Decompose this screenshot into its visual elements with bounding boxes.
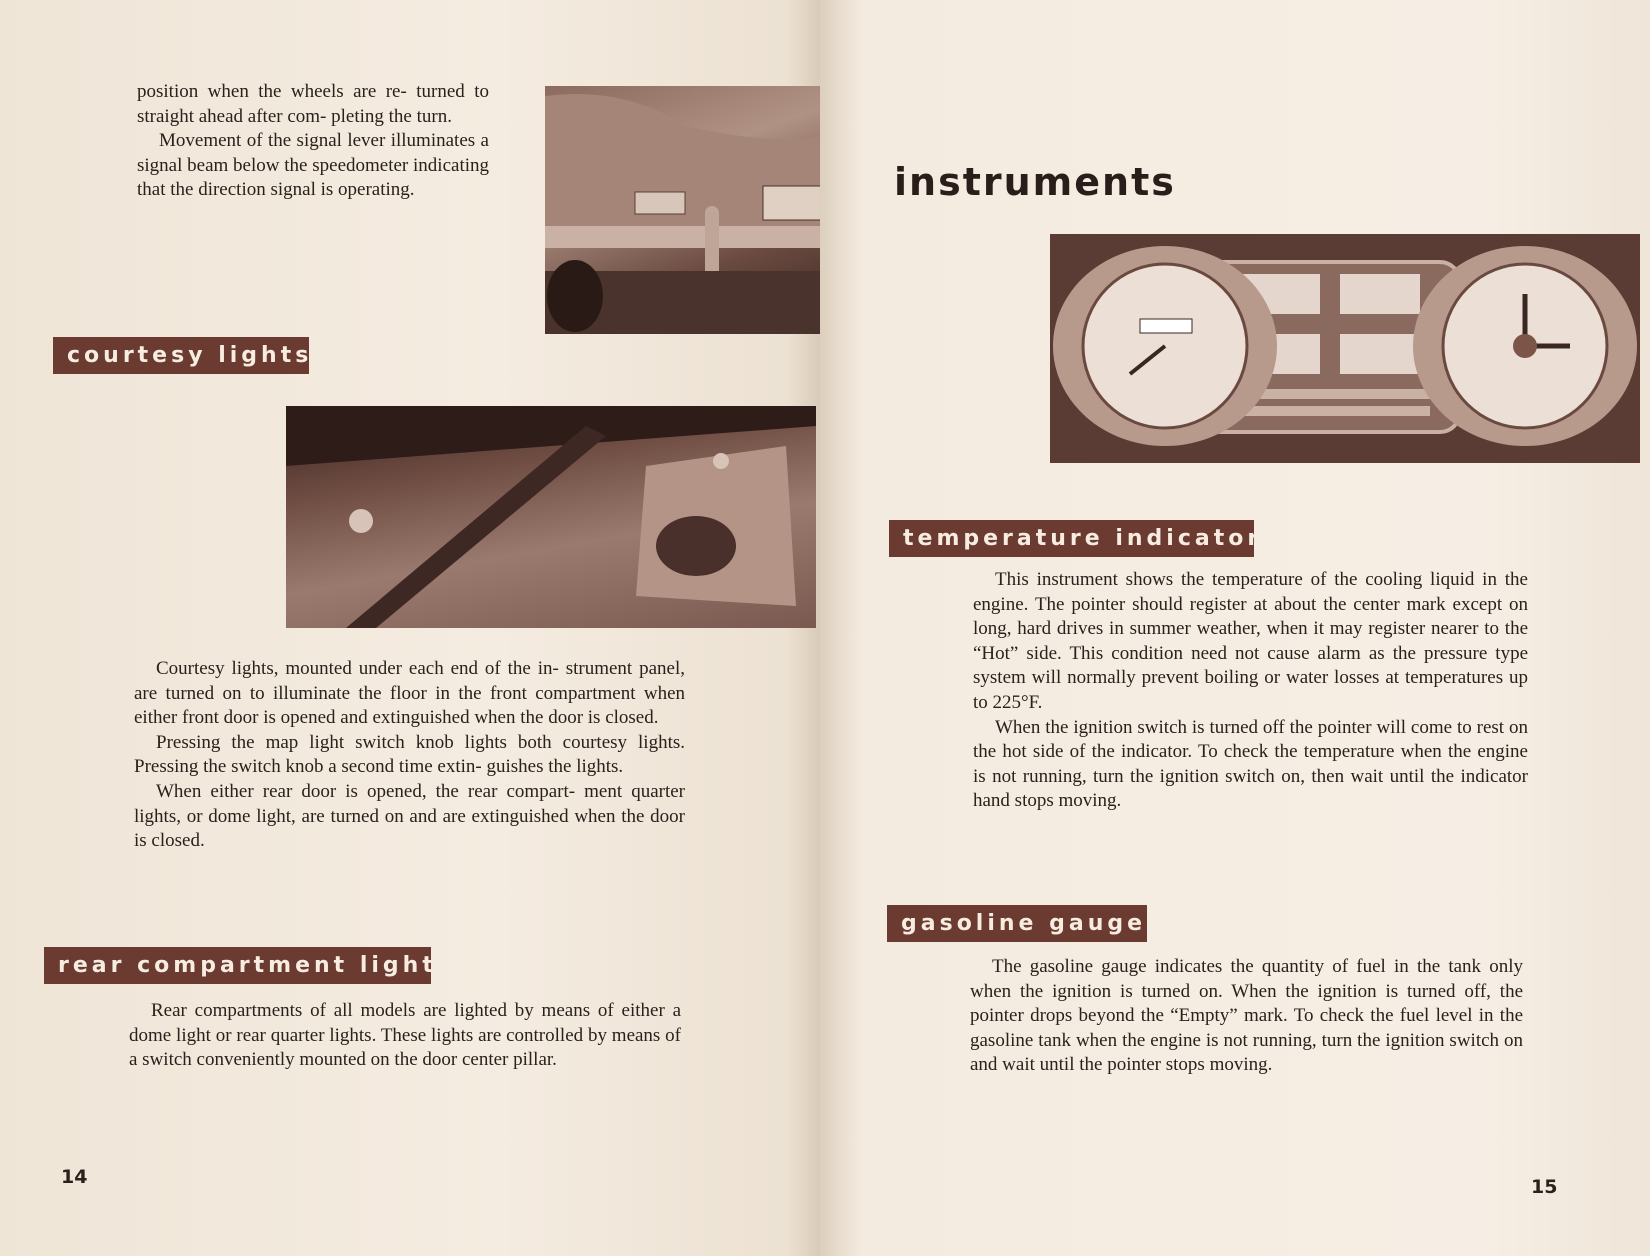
courtesy-light-photo	[286, 406, 816, 628]
rear-compartment-light-heading: rear compartment light	[44, 947, 431, 984]
page-number: 15	[1531, 1176, 1558, 1198]
paragraph: Courtesy lights, mounted under each end of the in- strument panel, are turned on to illuminate the floor in the front compartment when either front door is opened and extinguished when the door is closed.	[134, 658, 685, 729]
paragraph: position when the wheels are re- turned to straight ahead after com- pleting the turn.	[137, 81, 489, 127]
rear-compartment-text	[129, 999, 681, 1073]
gasoline-gauge-heading: gasoline gauge	[887, 905, 1147, 942]
paragraph: When either rear door is opened, the rear compart- ment quarter lights, or dome light, are turned on and are extinguished when the door is closed.	[134, 780, 685, 852]
paragraph: Rear compartments of all models are lighted by means of either a dome light or rear quarter lights. These lights are controlled by means of a switch conveniently mounted on the door center pillar.	[129, 1000, 681, 1071]
section-title: instruments	[894, 160, 1176, 204]
courtesy-lights-text	[134, 657, 685, 854]
temperature-indicator-text	[973, 568, 1528, 814]
temperature-indicator-heading: temperature indicator	[889, 520, 1254, 557]
car-rear-photo	[545, 86, 822, 334]
instrument-panel-photo	[1050, 234, 1640, 463]
paragraph: When the ignition switch is turned off the pointer will come to rest on the hot side of the indicator. To check the temperature when the engine is not running, turn the ignition switch on, then wait until the indicator hand stops moving.	[973, 716, 1528, 812]
courtesy-lights-heading: courtesy lights	[53, 337, 309, 374]
gasoline-gauge-text	[970, 955, 1523, 1078]
intro-text	[137, 80, 489, 203]
paragraph: Movement of the signal lever illuminates a signal beam below the speedometer indicating that the direction signal is operating.	[137, 130, 489, 201]
right-page	[820, 0, 1650, 1256]
paragraph: Pressing the map light switch knob lights both courtesy lights. Pressing the switch knob a second time extin- guishes the lights.	[134, 731, 685, 778]
page-number: 14	[61, 1166, 88, 1188]
paragraph: This instrument shows the temperature of the cooling liquid in the engine. The pointer should register at about the center mark except on long, hard drives in summer weather, when it may register nearer to the “Hot” side. This condition need not cause alarm as the pressure type system will normally prevent boiling or water losses at temperatures up to 225°F.	[973, 569, 1528, 713]
paragraph: The gasoline gauge indicates the quantity of fuel in the tank only when the ignition is turned on. When the ignition is turned off, the pointer drops beyond the “Empty” mark. To check the fuel level in the gasoline tank when the engine is not running, turn the ignition switch on and wait until the pointer stops moving.	[970, 956, 1523, 1076]
left-page	[0, 0, 820, 1256]
